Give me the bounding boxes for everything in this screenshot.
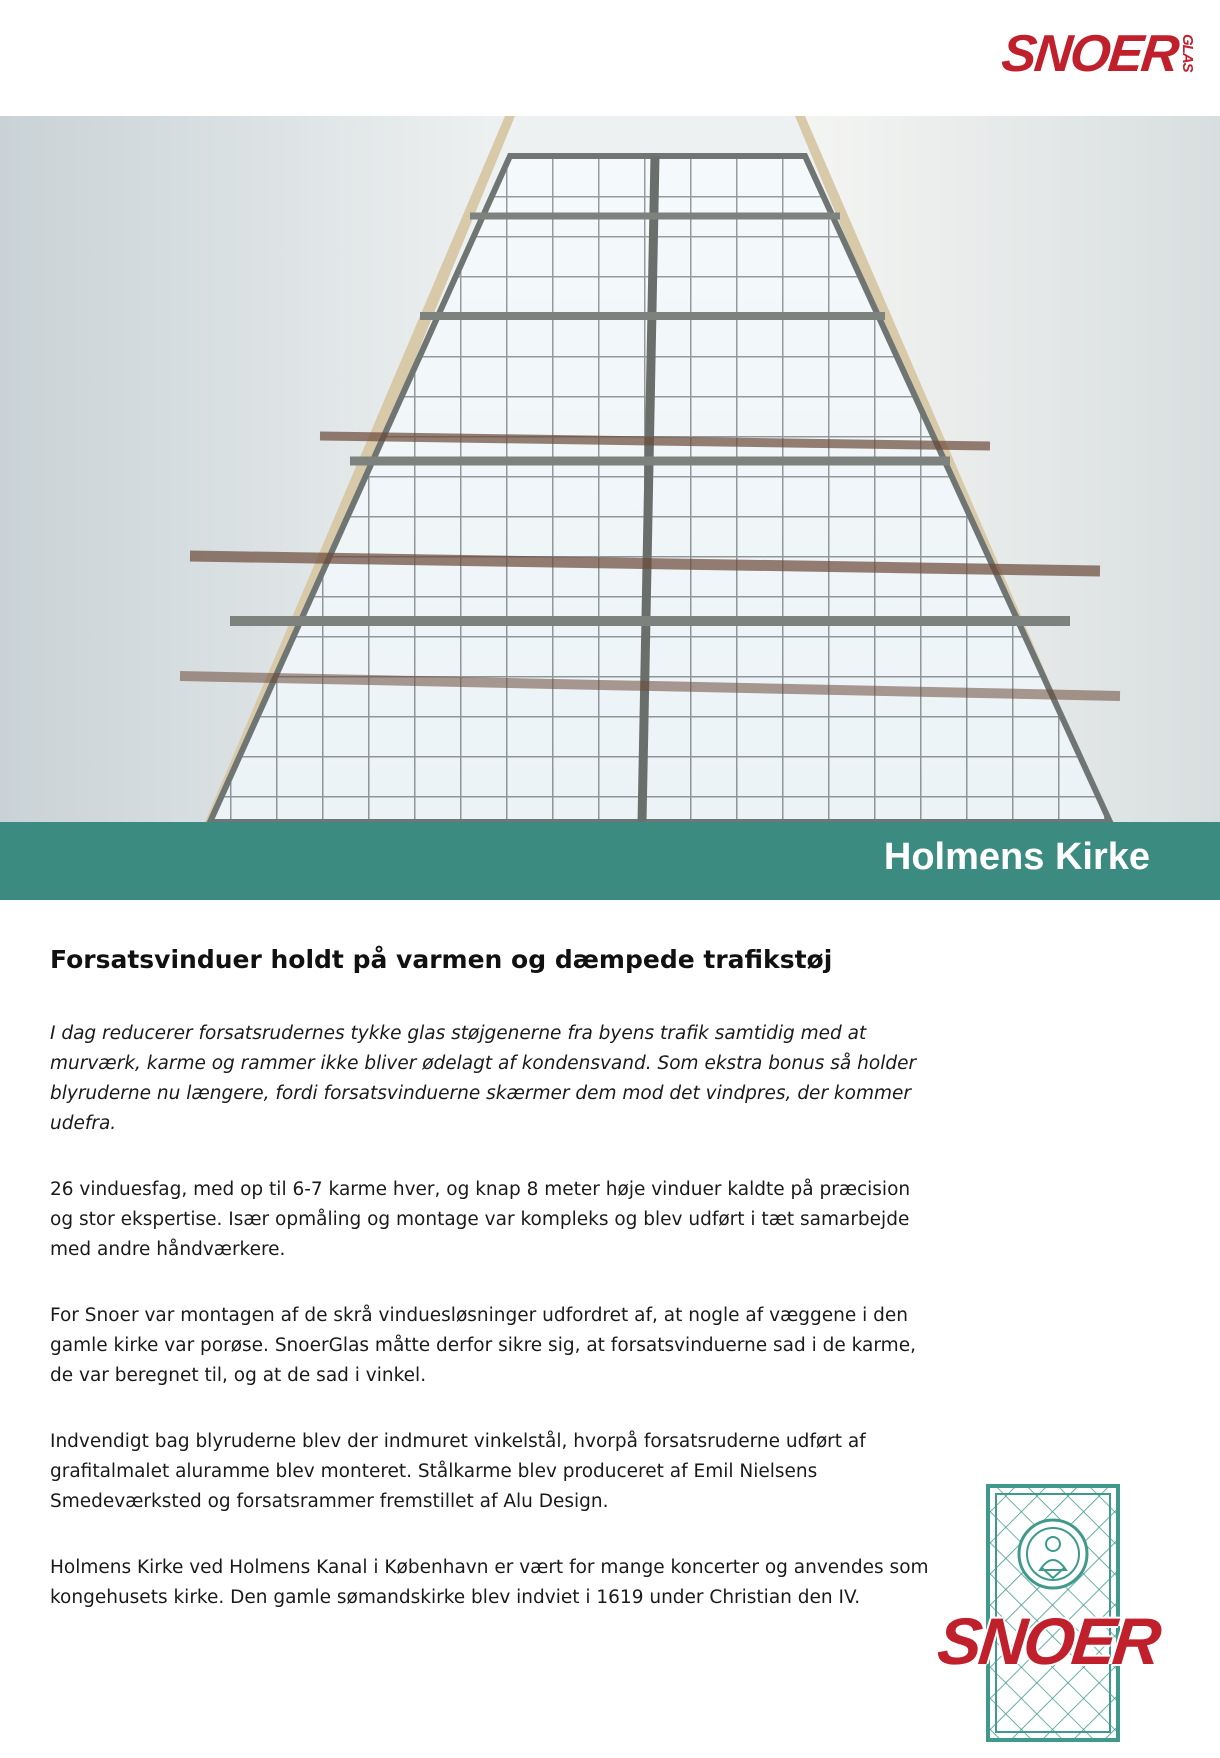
logo-wordmark: SNOER <box>999 25 1181 83</box>
logo-subword: GLAS <box>1179 34 1196 72</box>
article-paragraph: 26 vinduesfag, med op til 6-7 karme hver, og knap 8 meter høje vinduer kaldte på præcision og stor ekspertise. Især opmåling og montage var kompleks og blev udført i tæt samarbejde med andre håndværkere. <box>50 1178 911 1260</box>
church-window-photo-icon <box>0 116 1220 822</box>
article-paragraph: Holmens Kirke ved Holmens Kanal i København er vært for mange koncerter og anvendes som kongehusets kirke. Den gamle sømandskirke blev indviet i 1619 under Christian den IV. <box>50 1556 929 1608</box>
snoer-glas-logo <box>999 25 1196 83</box>
article-headline: Forsatsvinduer holdt på varmen og dæmpede trafikstøj <box>50 945 833 974</box>
hero-photo <box>0 116 1220 822</box>
article-body <box>50 944 930 1649</box>
emblem-wordmark: SNOER <box>934 1604 1162 1678</box>
title-banner <box>0 822 1220 900</box>
snoer-emblem-logo <box>928 1480 1168 1750</box>
article-lead: I dag reducerer forsatsrudernes tykke glas støjgenerne fra byens trafik samtidig med at murværk, karme og rammer ikke bliver ødelagt af kondensvand. Som ekstra bonus så holder blyruderne nu længere, fordi forsatsvinduerne skærmer dem mod det vindpres, der kommer udefra. <box>50 1022 917 1134</box>
page-header <box>0 0 1220 116</box>
article-paragraph: For Snoer var montagen af de skrå vinduesløsninger udfordret af, at nogle af væggene i den gamle kirke var porøse. SnoerGlas måtte derfor sikre sig, at forsatsvinduerne sad i de karme, de var beregnet til, og at de sad i vinkel. <box>50 1304 916 1386</box>
banner-title: Holmens Kirke <box>883 836 1150 878</box>
article-paragraph: Indvendigt bag blyruderne blev der indmuret vinkelstål, hvorpå forsatsruderne udført af grafitalmalet aluramme blev monteret. Stålkarme blev produceret af Emil Nielsens Smedeværksted og forsatsrammer fremstillet af Alu Design. <box>50 1430 866 1512</box>
